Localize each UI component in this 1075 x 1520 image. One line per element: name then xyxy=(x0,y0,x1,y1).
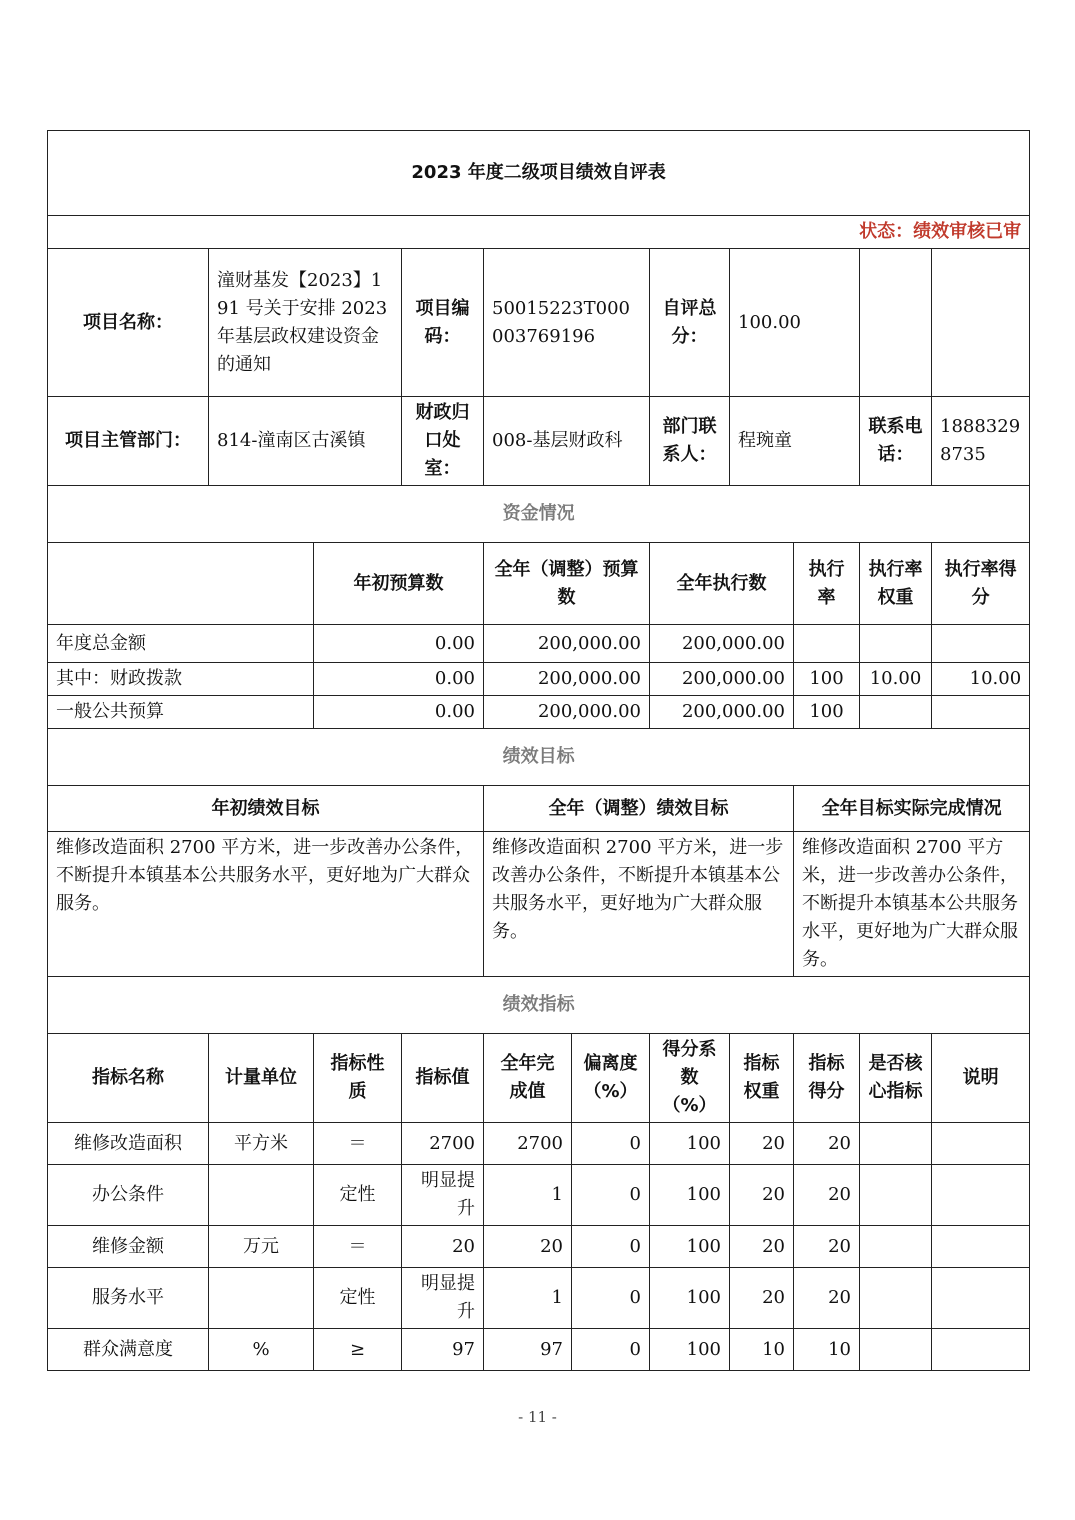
empty-cell xyxy=(860,249,932,397)
indicator-cell: 10 xyxy=(794,1329,860,1371)
funds-cell xyxy=(860,625,932,663)
project-name-value: 潼财基发【2023】191 号关于安排 2023 年基层政权建设资金的通知 xyxy=(209,249,402,397)
funds-cell xyxy=(932,625,1030,663)
goals-section-title: 绩效目标 xyxy=(48,729,1030,786)
indicator-cell: 20 xyxy=(794,1226,860,1268)
indicator-cell: 维修改造面积 xyxy=(48,1123,209,1165)
dept-label: 项目主管部门： xyxy=(48,397,209,486)
indicator-cell: 10 xyxy=(730,1329,794,1371)
performance-table xyxy=(47,130,1030,1371)
funds-cell xyxy=(794,625,860,663)
indicator-cell: 20 xyxy=(730,1268,794,1329)
indicator-cell: 97 xyxy=(402,1329,484,1371)
indicator-cell xyxy=(209,1165,314,1226)
indicator-cell: ≥ xyxy=(314,1329,402,1371)
indicator-cell: 办公条件 xyxy=(48,1165,209,1226)
indicator-cell: 20 xyxy=(402,1226,484,1268)
project-name-label: 项目名称： xyxy=(48,249,209,397)
contact-label: 部门联系人： xyxy=(650,397,730,486)
funds-cell: 0.00 xyxy=(314,663,484,696)
office-label: 财政归口处室： xyxy=(402,397,484,486)
indicator-cell xyxy=(860,1165,932,1226)
indicator-header: 偏离度（%） xyxy=(572,1034,650,1123)
funds-cell: 200,000.00 xyxy=(484,625,650,663)
contact-value: 程琬童 xyxy=(730,397,860,486)
indicator-cell: 20 xyxy=(794,1268,860,1329)
indicator-cell: 万元 xyxy=(209,1226,314,1268)
indicator-cell: 2700 xyxy=(484,1123,572,1165)
indicator-cell xyxy=(860,1226,932,1268)
indicator-cell: 1 xyxy=(484,1165,572,1226)
funds-cell: 其中：财政拨款 xyxy=(48,663,314,696)
funds-cell: 200,000.00 xyxy=(484,663,650,696)
indicator-header: 指标值 xyxy=(402,1034,484,1123)
indicator-header: 是否核心指标 xyxy=(860,1034,932,1123)
indicator-cell xyxy=(932,1165,1030,1226)
indicator-header: 得分系数（%） xyxy=(650,1034,730,1123)
funds-cell: 200,000.00 xyxy=(650,625,794,663)
indicator-cell: 20 xyxy=(484,1226,572,1268)
table-row xyxy=(48,1123,1030,1165)
indicator-cell xyxy=(932,1123,1030,1165)
indicator-cell: 定性 xyxy=(314,1268,402,1329)
indicator-cell: % xyxy=(209,1329,314,1371)
funds-cell: 一般公共预算 xyxy=(48,696,314,729)
funds-cell xyxy=(932,696,1030,729)
funds-section-title: 资金情况 xyxy=(48,486,1030,543)
indicator-cell: 20 xyxy=(730,1165,794,1226)
indicator-header: 说明 xyxy=(932,1034,1030,1123)
indicator-cell: ＝ xyxy=(314,1123,402,1165)
indicators-section-title: 绩效指标 xyxy=(48,977,1030,1034)
indicator-cell: 0 xyxy=(572,1268,650,1329)
goals-header: 年初绩效目标 xyxy=(48,786,484,832)
indicator-header: 指标得分 xyxy=(794,1034,860,1123)
funds-cell: 100 xyxy=(794,663,860,696)
table-row xyxy=(48,1268,1030,1329)
indicator-cell: 1 xyxy=(484,1268,572,1329)
page-title: 2023 年度二级项目绩效自评表 xyxy=(48,131,1030,216)
indicator-cell: 定性 xyxy=(314,1165,402,1226)
indicator-cell: 平方米 xyxy=(209,1123,314,1165)
indicator-cell xyxy=(209,1268,314,1329)
indicator-cell xyxy=(932,1268,1030,1329)
indicator-cell: 100 xyxy=(650,1226,730,1268)
goal-adjusted: 维修改造面积 2700 平方米，进一步改善办公条件，不断提升本镇基本公共服务水平，更好地为广大群众服务。 xyxy=(484,832,794,977)
goal-initial: 维修改造面积 2700 平方米，进一步改善办公条件，不断提升本镇基本公共服务水平，更好地为广大群众服务。 xyxy=(48,832,484,977)
funds-cell: 0.00 xyxy=(314,696,484,729)
funds-cell: 100 xyxy=(794,696,860,729)
table-row xyxy=(48,1329,1030,1371)
indicator-cell xyxy=(860,1268,932,1329)
indicator-cell: 群众满意度 xyxy=(48,1329,209,1371)
funds-cell: 200,000.00 xyxy=(650,696,794,729)
funds-header: 执行率得分 xyxy=(932,543,1030,625)
indicator-cell xyxy=(860,1123,932,1165)
indicator-cell: 20 xyxy=(794,1165,860,1226)
goals-header: 全年（调整）绩效目标 xyxy=(484,786,794,832)
indicator-cell: 0 xyxy=(572,1329,650,1371)
indicator-cell: 明显提升 xyxy=(402,1268,484,1329)
project-code-label: 项目编码： xyxy=(402,249,484,397)
indicator-cell: 97 xyxy=(484,1329,572,1371)
indicator-cell xyxy=(932,1226,1030,1268)
self-score-value: 100.00 xyxy=(730,249,860,397)
indicator-cell: 20 xyxy=(794,1123,860,1165)
funds-header: 执行率 xyxy=(794,543,860,625)
indicator-cell: 100 xyxy=(650,1123,730,1165)
indicator-cell: 0 xyxy=(572,1123,650,1165)
goal-actual: 维修改造面积 2700 平方米，进一步改善办公条件，不断提升本镇基本公共服务水平，更好地为广大群众服务。 xyxy=(794,832,1030,977)
indicator-cell: 100 xyxy=(650,1268,730,1329)
funds-cell xyxy=(860,696,932,729)
indicator-cell: ＝ xyxy=(314,1226,402,1268)
funds-header xyxy=(48,543,314,625)
table-row xyxy=(48,1226,1030,1268)
indicator-cell: 20 xyxy=(730,1226,794,1268)
indicator-cell: 100 xyxy=(650,1329,730,1371)
status-text: 状态：绩效审核已审 xyxy=(48,216,1030,249)
indicator-cell: 明显提升 xyxy=(402,1165,484,1226)
phone-label: 联系电话： xyxy=(860,397,932,486)
indicator-cell xyxy=(932,1329,1030,1371)
funds-cell: 200,000.00 xyxy=(484,696,650,729)
indicator-header: 全年完成值 xyxy=(484,1034,572,1123)
dept-value: 814-潼南区古溪镇 xyxy=(209,397,402,486)
indicator-cell: 100 xyxy=(650,1165,730,1226)
indicator-header: 指标性质 xyxy=(314,1034,402,1123)
self-score-label: 自评总分： xyxy=(650,249,730,397)
funds-header: 全年（调整）预算数 xyxy=(484,543,650,625)
funds-header: 全年执行数 xyxy=(650,543,794,625)
indicator-cell: 0 xyxy=(572,1165,650,1226)
indicator-cell: 服务水平 xyxy=(48,1268,209,1329)
funds-header: 执行率权重 xyxy=(860,543,932,625)
office-value: 008-基层财政科 xyxy=(484,397,650,486)
phone-value: 18883298735 xyxy=(932,397,1030,486)
indicator-header: 指标名称 xyxy=(48,1034,209,1123)
indicator-cell xyxy=(860,1329,932,1371)
indicator-header: 计量单位 xyxy=(209,1034,314,1123)
funds-cell: 0.00 xyxy=(314,625,484,663)
indicator-cell: 维修金额 xyxy=(48,1226,209,1268)
project-code-value: 50015223T000003769196 xyxy=(484,249,650,397)
indicator-header: 指标权重 xyxy=(730,1034,794,1123)
funds-cell: 10.00 xyxy=(932,663,1030,696)
funds-cell: 年度总金额 xyxy=(48,625,314,663)
funds-cell: 200,000.00 xyxy=(650,663,794,696)
funds-header: 年初预算数 xyxy=(314,543,484,625)
indicator-cell: 2700 xyxy=(402,1123,484,1165)
funds-cell: 10.00 xyxy=(860,663,932,696)
table-row xyxy=(48,1165,1030,1226)
indicator-cell: 20 xyxy=(730,1123,794,1165)
goals-header: 全年目标实际完成情况 xyxy=(794,786,1030,832)
page-number: - 11 - xyxy=(518,1408,557,1426)
indicator-cell: 0 xyxy=(572,1226,650,1268)
empty-cell xyxy=(932,249,1030,397)
